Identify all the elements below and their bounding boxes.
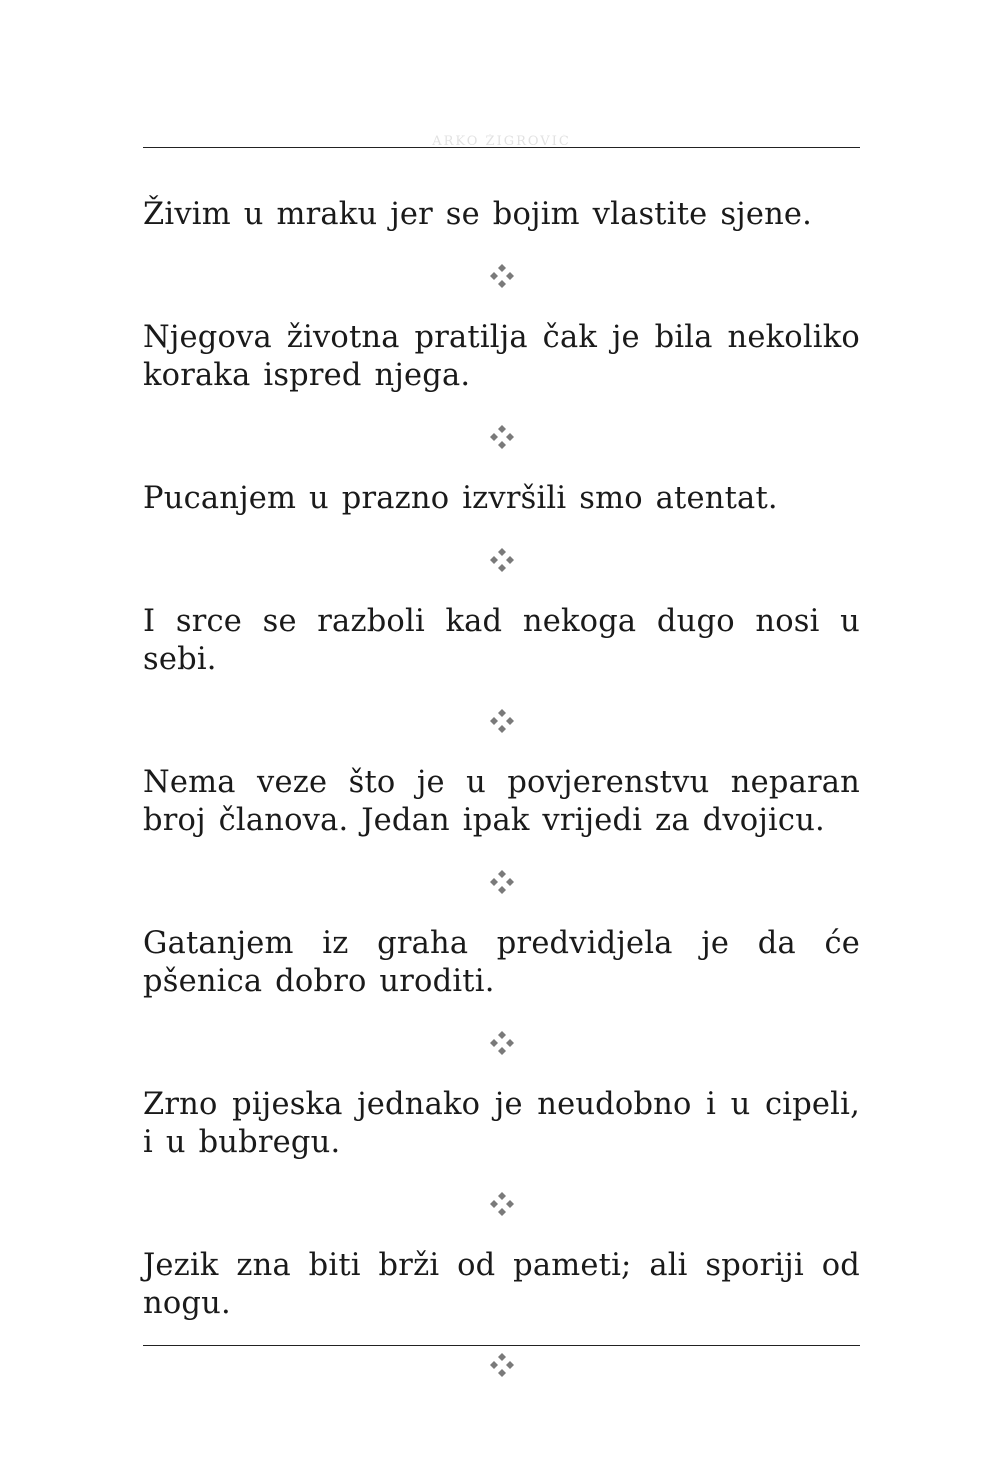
bottom-rule xyxy=(143,1345,860,1346)
aphorism-3: Pucanjem u prazno izvršili smo atentat. xyxy=(143,481,778,516)
running-head: ARKO ŽIGROVIĆ xyxy=(432,134,571,147)
separator-ornament-icon xyxy=(143,1030,860,1056)
aphorism-6: Gatanjem iz graha predvidjela je da će pšenica dobro uroditi. xyxy=(143,926,860,999)
separator-ornament-icon xyxy=(143,547,860,573)
aphorism-8: Jezik zna biti brži od pameti; ali sporiji od nogu. xyxy=(143,1248,860,1321)
aphorism-list xyxy=(143,196,860,1408)
aphorism-2: Njegova životna pratilja čak je bila nekoliko koraka ispred njega. xyxy=(143,320,860,393)
separator-ornament-icon xyxy=(143,424,860,450)
separator-ornament-icon xyxy=(143,1352,860,1378)
aphorism-7: Zrno pijeska jednako je neudobno i u cipeli, i u bubregu. xyxy=(143,1087,860,1160)
aphorism-5: Nema veze što je u povjerenstvu neparan broj članova. Jedan ipak vrijedi za dvojicu. xyxy=(143,765,860,838)
separator-ornament-icon xyxy=(143,1191,860,1217)
aphorism-4: I srce se razboli kad nekoga dugo nosi u sebi. xyxy=(143,604,860,677)
aphorism-1: Živim u mraku jer se bojim vlastite sjene. xyxy=(143,197,813,232)
top-rule xyxy=(143,147,860,148)
separator-ornament-icon xyxy=(143,708,860,734)
separator-ornament-icon xyxy=(143,263,860,289)
separator-ornament-icon xyxy=(143,869,860,895)
